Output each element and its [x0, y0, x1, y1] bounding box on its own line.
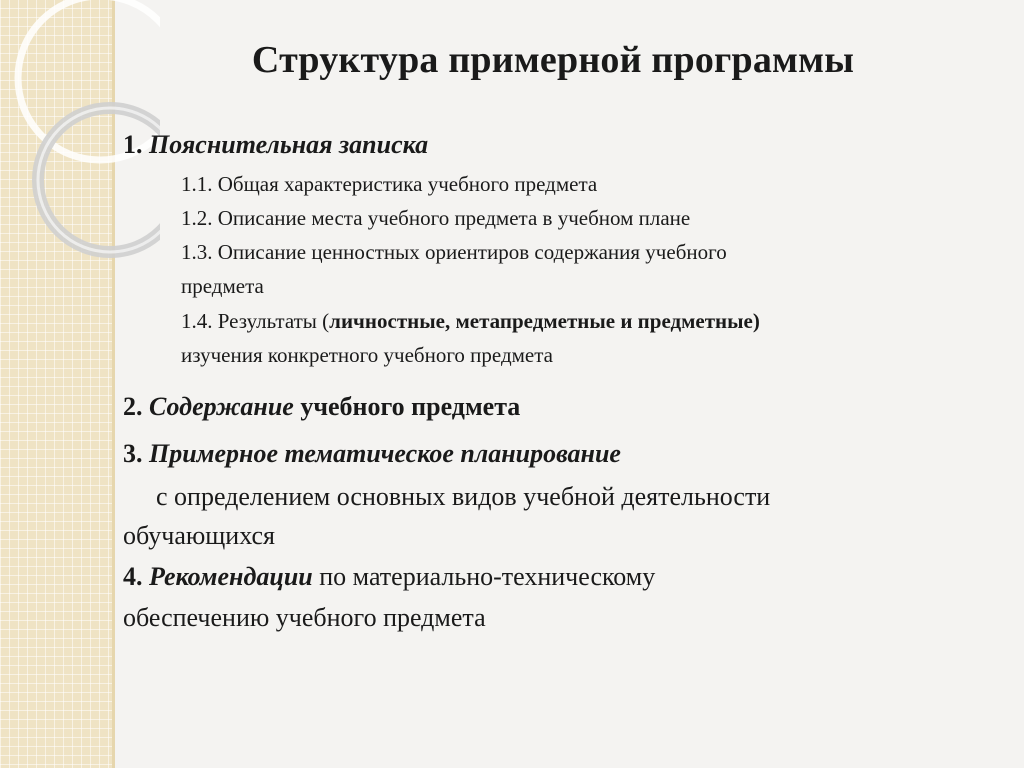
section-1-heading: [123, 130, 428, 160]
section-1-item-4-continued: изучения конкретного учебного предмета: [181, 343, 553, 367]
section-1-item-4-bold: личностные, метапредметные и предметные): [329, 309, 760, 333]
section-1-item-3-continued: предмета: [181, 274, 264, 298]
section-1-item-4-start: 1.4. Результаты (: [181, 309, 330, 333]
section-2-heading: [123, 392, 520, 422]
section-2-title: Содержание: [149, 392, 294, 421]
section-1-item-2: 1.2. Описание места учебного предмета в учебном плане: [181, 206, 691, 230]
section-4-line-2: обеспечению учебного предмета: [123, 603, 486, 632]
section-3-title: Примерное тематическое планирование: [149, 439, 621, 468]
section-3-line-1: с определением основных видов учебной деятельности: [156, 482, 771, 511]
section-4-number: 4.: [123, 562, 143, 591]
section-3-line-2: обучающихся: [123, 521, 275, 550]
section-1-number: 1.: [123, 130, 143, 159]
page-title: Структура примерной программы: [251, 39, 855, 81]
section-4-rest: по материально-техническому: [319, 562, 656, 591]
section-1-item-1: 1.1. Общая характеристика учебного предмета: [181, 172, 598, 196]
section-3-number: 3.: [123, 439, 143, 468]
content-area: [123, 0, 1003, 768]
section-4-title: Рекомендации: [149, 562, 313, 591]
section-2-rest: учебного предмета: [300, 392, 521, 421]
section-1-title: Пояснительная записка: [149, 130, 429, 159]
section-1-item-4: [181, 309, 760, 334]
section-3-heading: [123, 439, 621, 469]
section-1-item-3: 1.3. Описание ценностных ориентиров содержания учебного: [181, 240, 727, 264]
section-4-heading: [123, 562, 655, 592]
section-2-number: 2.: [123, 392, 143, 421]
